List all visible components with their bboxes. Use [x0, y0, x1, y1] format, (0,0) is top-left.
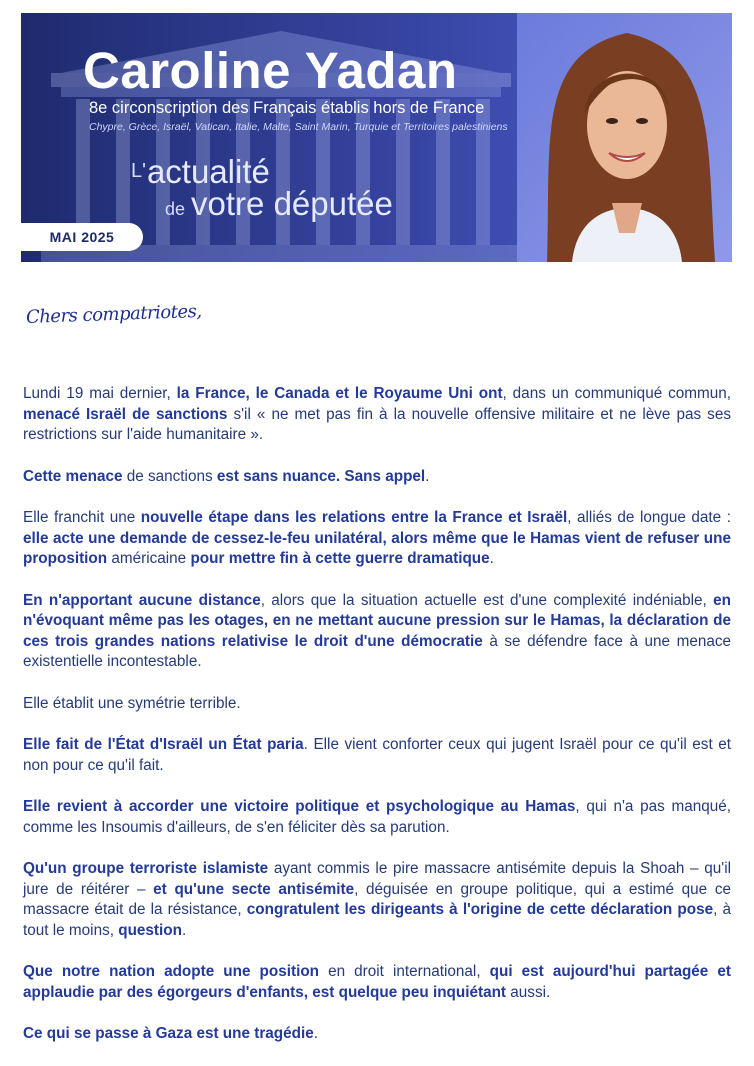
- body-text: ayant commis le pire massacre antisémite depuis la Shoah – qu'il jure de réitérer –: [23, 860, 732, 898]
- article-paragraph: [23, 1024, 731, 1045]
- constituency-countries: Chypre, Grèce, Israël, Vatican, Italie, Malte, Saint Marin, Turquie et Territoires palestiniens: [89, 121, 508, 133]
- body-text: Elle franchit une: [23, 509, 141, 526]
- emphasis-text: elle acte une demande de cessez-le-feu unilatéral, alors même que le Hamas vient de refuser une proposition: [23, 529, 731, 567]
- emphasis-text: pour mettre fin à cette guerre dramatique: [190, 550, 490, 567]
- article-paragraph: [23, 384, 731, 446]
- article-paragraph: [23, 859, 731, 941]
- body-text: à se défendre face à une menace existentielle incontestable.: [23, 632, 731, 670]
- body-text: , déguisée en groupe politique, qui a estimé que ce massacre était de la résistance,: [23, 880, 731, 918]
- body-text: aussi.: [506, 983, 551, 1001]
- emphasis-text: Cette menace: [23, 467, 123, 485]
- article-paragraph: [23, 797, 731, 838]
- article-body: [23, 384, 731, 1066]
- body-text: . Elle vient conforter ceux qui jugent Israël pour ce qu'il est et non pour ce qu'il fait.: [23, 736, 731, 774]
- emphasis-text: Elle revient à accorder une victoire politique et psychologique au Hamas: [23, 798, 576, 815]
- article-paragraph: [23, 694, 731, 715]
- tagline-line-1: L'actualité: [131, 153, 270, 190]
- article-paragraph: [23, 735, 731, 776]
- emphasis-text: menacé Israël de sanctions: [23, 405, 228, 423]
- newsletter-banner: [21, 13, 732, 262]
- emphasis-text: la France, le Canada et le Royaume Uni ont: [176, 385, 503, 402]
- emphasis-text: et qu'une secte antisémite: [153, 880, 355, 898]
- article-paragraph: [23, 962, 731, 1003]
- article-paragraph: [23, 508, 731, 570]
- body-text: .: [181, 921, 187, 939]
- body-text: , alors que la situation actuelle est d'une complexité indéniable,: [260, 591, 714, 609]
- deputy-name: Caroline Yadan: [83, 42, 458, 99]
- body-text: s'il « ne met pas fin à la nouvelle offensive militaire et ne lève pas ses restrictions sur l'aide humanitaire ».: [23, 405, 731, 443]
- body-text: , à tout le moins,: [23, 901, 731, 939]
- body-text: de sanctions: [122, 467, 217, 485]
- deputy-portrait: [517, 13, 732, 262]
- handwritten-salutation: Chers compatriotes,: [25, 300, 202, 328]
- emphasis-text: qui est aujourd'hui partagée et applaudie par des égorgeurs d'enfants, est quelque peu inquiétant: [23, 963, 731, 1001]
- body-text: , qui n'a pas manqué, comme les Insoumis d'ailleurs, de s'en féliciter dès sa parution.: [23, 798, 731, 836]
- emphasis-text: Que notre nation adopte une position: [23, 963, 320, 980]
- body-text: , dans un communiqué commun,: [502, 385, 731, 402]
- emphasis-text: en n'évoquant même pas les otages, en ne mettant aucune pression sur le Hamas, la déclaration de ces trois grandes nations relativise le droit d'une démocratie: [23, 591, 731, 650]
- emphasis-text: est sans nuance. Sans appel: [216, 467, 426, 485]
- emphasis-text: Qu'un groupe terroriste islamiste: [23, 860, 269, 877]
- emphasis-text: Ce qui se passe à Gaza est une tragédie: [23, 1025, 314, 1042]
- issue-date-badge: MAI 2025: [21, 223, 143, 251]
- body-text: , alliés de longue date :: [567, 509, 731, 526]
- emphasis-text: question: [118, 921, 182, 939]
- article-paragraph: [23, 467, 731, 488]
- body-text: .: [425, 467, 430, 485]
- emphasis-text: congratulent les dirigeants à l'origine de cette déclaration pose: [246, 901, 714, 918]
- emphasis-text: Elle fait de l'État d'Israël un État paria: [23, 736, 304, 753]
- tagline-line-2: de votre députée: [165, 185, 393, 222]
- emphasis-text: En n'apportant aucune distance: [23, 591, 261, 609]
- body-text: en droit international,: [319, 963, 490, 980]
- body-text: Lundi 19 mai dernier,: [23, 385, 177, 402]
- body-text: Elle établit une symétrie terrible.: [23, 694, 241, 712]
- body-text: .: [313, 1025, 319, 1042]
- article-paragraph: [23, 591, 731, 673]
- constituency-title: 8e circonscription des Français établis hors de France: [89, 99, 485, 117]
- body-text: .: [489, 550, 494, 567]
- body-text: américaine: [107, 550, 191, 567]
- emphasis-text: nouvelle étape dans les relations entre la France et Israël: [140, 509, 568, 526]
